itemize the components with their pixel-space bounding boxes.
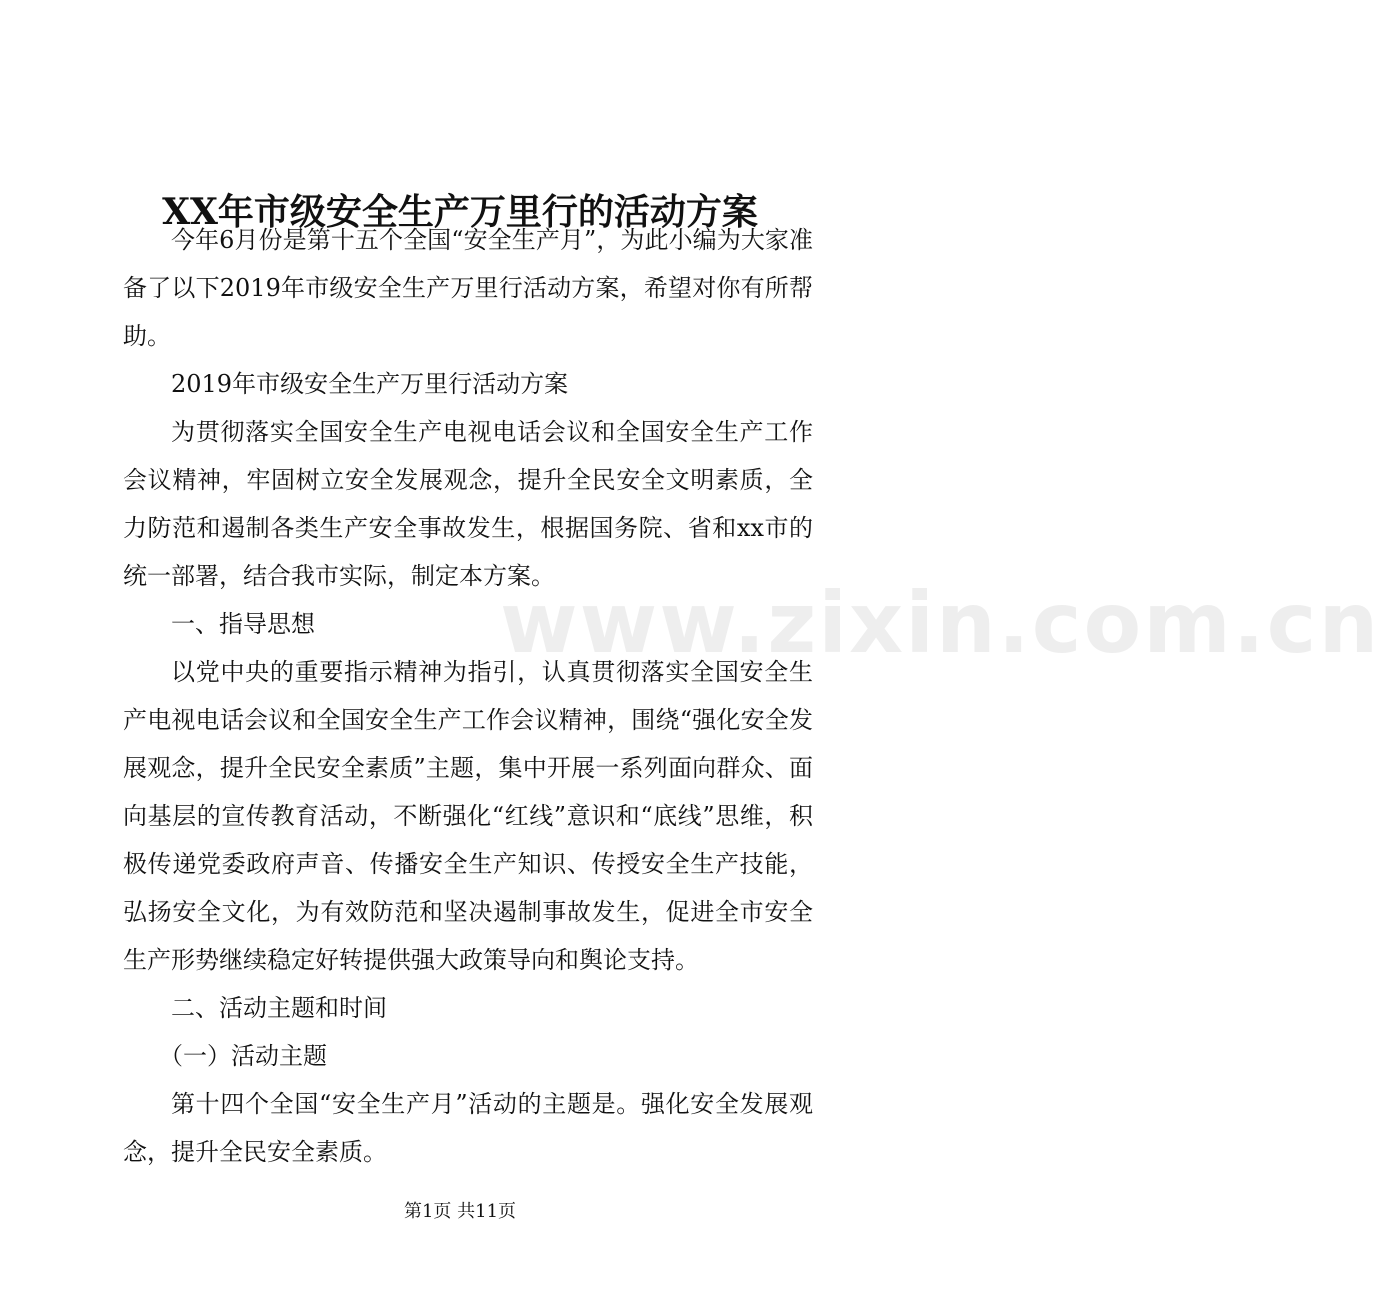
document-body (123, 216, 813, 1176)
theme-paragraph: 第十四个全国“安全生产月”活动的主题是。强化安全发展观念，提升全民安全素质。 (123, 1090, 813, 1166)
subsection-heading-theme: （一）活动主题 (159, 1042, 327, 1070)
page-footer (0, 1198, 920, 1226)
watermark: www.zixin.com.cn (500, 574, 1380, 672)
intro-paragraph: 今年6月份是第十五个全国“安全生产月”，为此小编为大家准备了以下2019年市级安全生产万里行活动方案，希望对你有所帮助。 (123, 226, 813, 350)
section-heading-guiding-thought: 一、指导思想 (171, 610, 315, 638)
page-number: 第1页 共11页 (403, 1201, 517, 1222)
purpose-paragraph: 为贯彻落实全国安全生产电视电话会议和全国安全生产工作会议精神，牢固树立安全发展观念，提升全民安全文明素质，全力防范和遏制各类生产安全事故发生，根据国务院、省和xx市的统一部署，结合我市实际，制定本方案。 (123, 418, 813, 590)
plan-title: 2019年市级安全生产万里行活动方案 (171, 370, 569, 398)
guiding-thought-paragraph: 以党中央的重要指示精神为指引，认真贯彻落实全国安全生产电视电话会议和全国安全生产工作会议精神，围绕“强化安全发展观念，提升全民安全素质”主题，集中开展一系列面向群众、面向基层的宣传教育活动，不断强化“红线”意识和“底线”思维，积极传递党委政府声音、传播安全生产知识、传授安全生产技能，弘扬安全文化，为有效防范和坚决遏制事故发生，促进全市安全生产形势继续稳定好转提供强大政策导向和舆论支持。 (123, 658, 813, 974)
page-title: XX年市级安全生产万里行的活动方案 (162, 191, 758, 234)
section-heading-theme-time: 二、活动主题和时间 (171, 994, 387, 1022)
